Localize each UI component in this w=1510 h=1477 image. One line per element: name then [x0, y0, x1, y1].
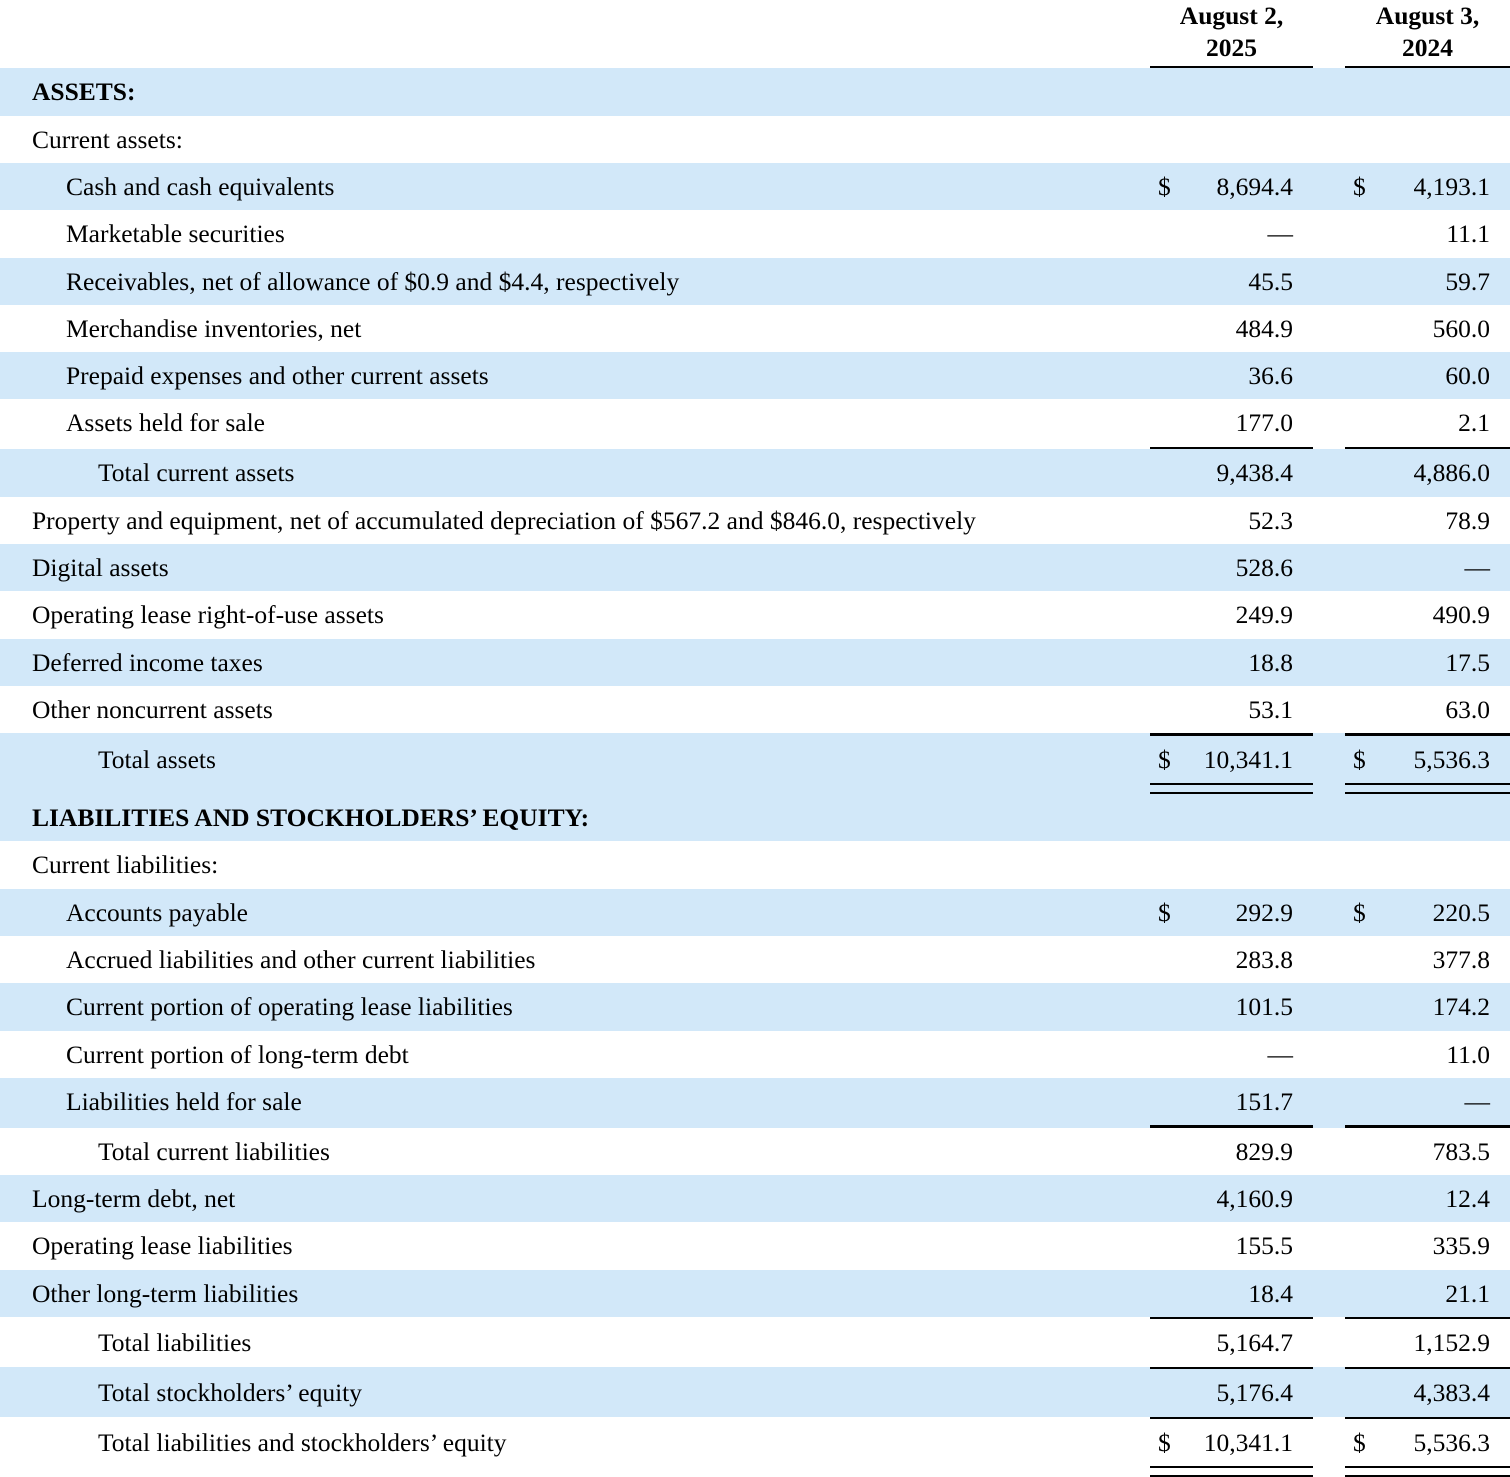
table-row: [0, 889, 1510, 936]
op-lease-liab-value-2025: 155.5: [1190, 1222, 1313, 1269]
total-equity-value-2025: 5,176.4: [1190, 1369, 1313, 1416]
rou-value-2024: 490.9: [1385, 591, 1510, 638]
table-row: [0, 686, 1510, 733]
ta-gap-2: [1313, 736, 1345, 783]
cl-val2: [1385, 841, 1510, 888]
row-label-property-and-equipment: Property and equipment, net of accumulated depreciation of $567.2 and $846.0, respectively: [0, 497, 1140, 544]
long-term-debt-value-2024: 12.4: [1385, 1175, 1510, 1222]
current-assets-heading-label: Current assets:: [0, 116, 1140, 163]
dit-gap-2: [1313, 639, 1345, 686]
row-label-total-liabilities: Total liabilities: [0, 1319, 1140, 1366]
table-row: [0, 258, 1510, 305]
gtd-rule-gap-1: [1140, 1466, 1150, 1477]
op-lease-liab-value-2024: 335.9: [1385, 1222, 1510, 1269]
ap-gap-1: [1140, 889, 1150, 936]
table-row: [0, 639, 1510, 686]
row-label-liabilities-held-for-sale: Liabilities held for sale: [0, 1078, 1140, 1125]
ms-cur1: [1150, 210, 1190, 257]
grand-total-double-rule-col2: [1345, 1466, 1510, 1477]
total-assets-value-2025: 10,341.1: [1190, 736, 1313, 783]
ah-cur1: [1150, 399, 1190, 446]
marketable-value-2024: 11.1: [1385, 210, 1510, 257]
tad-rule-gap-2: [1313, 783, 1345, 794]
assets-heading-cur1: [1150, 68, 1190, 115]
tad-rule-spacer: [0, 783, 1140, 794]
row-label-other-noncurrent-assets: Other noncurrent assets: [0, 686, 1140, 733]
table-row: [0, 1078, 1510, 1125]
assets-heading-val2: [1385, 68, 1510, 115]
cash-value-2024: 4,193.1: [1385, 163, 1510, 210]
oll-cur2: [1345, 1222, 1385, 1269]
table-row: [0, 1175, 1510, 1222]
ltd-gap-1: [1140, 1175, 1150, 1222]
te-gap-2: [1313, 1369, 1345, 1416]
assets-held-value-2025: 177.0: [1190, 399, 1313, 446]
le-cur1: [1150, 794, 1190, 841]
ca-gap-1: [1140, 116, 1150, 163]
total-assets-value-2024: 5,536.3: [1385, 736, 1510, 783]
grand-total-double-rule-row: [0, 1466, 1510, 1477]
le-cur2: [1345, 794, 1385, 841]
table-row: [0, 305, 1510, 352]
ca-val1: [1190, 116, 1313, 163]
cash-gap-2: [1313, 163, 1345, 210]
te-cur2: [1345, 1369, 1385, 1416]
row-label-prepaid-expenses: Prepaid expenses and other current assets: [0, 352, 1140, 399]
table-row: [0, 983, 1510, 1030]
row-label-operating-lease-liabilities: Operating lease liabilities: [0, 1222, 1140, 1269]
acc-cur1: [1150, 936, 1190, 983]
rou-cur1: [1150, 591, 1190, 638]
table-header-row: [0, 0, 1510, 66]
cash-currency-1: $: [1150, 163, 1190, 210]
cl-val1: [1190, 841, 1313, 888]
rc-cur1: [1150, 258, 1190, 305]
assets-heading-cur2: [1345, 68, 1385, 115]
ah-cur2: [1345, 399, 1385, 446]
table-row: [0, 497, 1510, 544]
table-row: [0, 1270, 1510, 1317]
total-assets-double-rule-col1: [1150, 783, 1313, 794]
tl-cur1: [1150, 1319, 1190, 1366]
section-heading-current-liabilities: [0, 841, 1510, 888]
rou-gap-2: [1313, 591, 1345, 638]
current-op-lease-value-2025: 101.5: [1190, 983, 1313, 1030]
digital-assets-value-2024: —: [1385, 544, 1510, 591]
rou-cur2: [1345, 591, 1385, 638]
ca-cur1: [1150, 116, 1190, 163]
header-col1-line1: August 2,: [1179, 1, 1284, 30]
other-noncurrent-value-2025: 53.1: [1190, 686, 1313, 733]
acc-gap-2: [1313, 936, 1345, 983]
row-label-total-stockholders-equity: Total stockholders’ equity: [0, 1369, 1140, 1416]
receivables-value-2024: 59.7: [1385, 258, 1510, 305]
column-header-august-3-2024: [1345, 0, 1510, 66]
lh-cur1: [1150, 1078, 1190, 1125]
row-label-current-portion-operating-lease: Current portion of operating lease liabilities: [0, 983, 1140, 1030]
ppe-gap-1: [1140, 497, 1150, 544]
tcl-gap-2: [1313, 1128, 1345, 1175]
oll-gap-2: [1313, 1222, 1345, 1269]
onc-cur2: [1345, 686, 1385, 733]
table-row-subtotal: [0, 1128, 1510, 1175]
dit-cur2: [1345, 639, 1385, 686]
ta-gap-1: [1140, 736, 1150, 783]
dit-cur1: [1150, 639, 1190, 686]
header-col1-line2: 2025: [1206, 32, 1257, 62]
column-header-august-2-2025: [1150, 0, 1313, 66]
row-label-other-long-term-liabilities: Other long-term liabilities: [0, 1270, 1140, 1317]
row-label-assets-held-for-sale: Assets held for sale: [0, 399, 1140, 446]
rc-cur2: [1345, 258, 1385, 305]
total-liabilities-value-2025: 5,164.7: [1190, 1319, 1313, 1366]
table-row: [0, 399, 1510, 446]
cash-value-2025: 8,694.4: [1190, 163, 1313, 210]
row-label-total-assets: Total assets: [0, 736, 1140, 783]
table-row: [0, 1031, 1510, 1078]
acc-gap-1: [1140, 936, 1150, 983]
tcl-cur2: [1345, 1128, 1385, 1175]
rc-gap-1: [1140, 258, 1150, 305]
le-gap-1: [1140, 794, 1150, 841]
col-cur2: [1345, 983, 1385, 1030]
ppe-gap-2: [1313, 497, 1345, 544]
pp-gap-1: [1140, 352, 1150, 399]
header-col2-line1: August 3,: [1375, 1, 1480, 30]
deferred-tax-value-2024: 17.5: [1385, 639, 1510, 686]
tca-gap-1: [1140, 449, 1150, 496]
oltl-gap-2: [1313, 1270, 1345, 1317]
ah-gap-2: [1313, 399, 1345, 446]
liabilities-heading-label: LIABILITIES AND STOCKHOLDERS’ EQUITY:: [0, 794, 1140, 841]
current-ltd-value-2024: 11.0: [1385, 1031, 1510, 1078]
tca-cur2: [1345, 449, 1385, 496]
gtd-rule-gap-2: [1313, 1466, 1345, 1477]
section-heading-current-assets: [0, 116, 1510, 163]
tcl-cur1: [1150, 1128, 1190, 1175]
inventories-value-2025: 484.9: [1190, 305, 1313, 352]
row-label-digital-assets: Digital assets: [0, 544, 1140, 591]
ppe-value-2025: 52.3: [1190, 497, 1313, 544]
table-row: [0, 936, 1510, 983]
grand-total-double-rule-col1: [1150, 1466, 1313, 1477]
digital-assets-value-2025: 528.6: [1190, 544, 1313, 591]
mi-gap-1: [1140, 305, 1150, 352]
total-liab-equity-value-2024: 5,536.3: [1385, 1419, 1510, 1466]
ca-val2: [1385, 116, 1510, 163]
assets-heading-val1: [1190, 68, 1313, 115]
section-heading-liabilities-equity: [0, 794, 1510, 841]
lh-cur2: [1345, 1078, 1385, 1125]
cl-cur2: [1345, 841, 1385, 888]
rc-gap-2: [1313, 258, 1345, 305]
header-gap-1: [1140, 0, 1150, 66]
gtd-rule-spacer: [0, 1466, 1140, 1477]
le-val2: [1385, 794, 1510, 841]
accounts-payable-value-2025: 292.9: [1190, 889, 1313, 936]
tle-gap-1: [1140, 1419, 1150, 1466]
current-ltd-value-2025: —: [1190, 1031, 1313, 1078]
te-cur1: [1150, 1369, 1190, 1416]
oltl-cur1: [1150, 1270, 1190, 1317]
oltl-cur2: [1345, 1270, 1385, 1317]
table-row-grand-total: [0, 1419, 1510, 1466]
tcl-gap-1: [1140, 1128, 1150, 1175]
cash-gap-1: [1140, 163, 1150, 210]
acc-cur2: [1345, 936, 1385, 983]
total-liab-equity-currency-2: $: [1345, 1419, 1385, 1466]
le-gap-2: [1313, 794, 1345, 841]
liabilities-held-value-2024: —: [1385, 1078, 1510, 1125]
ltd-cur1: [1150, 1175, 1190, 1222]
da-cur1: [1150, 544, 1190, 591]
pp-cur1: [1150, 352, 1190, 399]
row-label-merchandise-inventories: Merchandise inventories, net: [0, 305, 1140, 352]
accounts-payable-currency-2: $: [1345, 889, 1385, 936]
table-row-subtotal: [0, 449, 1510, 496]
header-label-spacer: [0, 0, 1140, 66]
tl-gap-1: [1140, 1319, 1150, 1366]
ap-gap-2: [1313, 889, 1345, 936]
le-val1: [1190, 794, 1313, 841]
table-row-total: [0, 1369, 1510, 1416]
current-op-lease-value-2024: 174.2: [1385, 983, 1510, 1030]
section-heading-assets: [0, 68, 1510, 115]
ppe-cur1: [1150, 497, 1190, 544]
row-label-deferred-income-taxes: Deferred income taxes: [0, 639, 1140, 686]
table-row: [0, 352, 1510, 399]
da-gap-2: [1313, 544, 1345, 591]
col-gap-1: [1140, 983, 1150, 1030]
liabilities-held-value-2025: 151.7: [1190, 1078, 1313, 1125]
row-label-total-current-assets: Total current assets: [0, 449, 1140, 496]
mi-cur2: [1345, 305, 1385, 352]
oll-cur1: [1150, 1222, 1190, 1269]
row-label-marketable-securities: Marketable securities: [0, 210, 1140, 257]
total-assets-currency-2: $: [1345, 736, 1385, 783]
cltd-cur2: [1345, 1031, 1385, 1078]
col-gap-2: [1313, 983, 1345, 1030]
row-label-accrued-liabilities: Accrued liabilities and other current liabilities: [0, 936, 1140, 983]
assets-heading-gap-1: [1140, 68, 1150, 115]
tl-gap-2: [1313, 1319, 1345, 1366]
tle-gap-2: [1313, 1419, 1345, 1466]
mi-gap-2: [1313, 305, 1345, 352]
total-current-liabilities-value-2025: 829.9: [1190, 1128, 1313, 1175]
da-cur2: [1345, 544, 1385, 591]
prepaid-value-2025: 36.6: [1190, 352, 1313, 399]
row-label-accounts-payable: Accounts payable: [0, 889, 1140, 936]
oll-gap-1: [1140, 1222, 1150, 1269]
other-lt-liab-value-2024: 21.1: [1385, 1270, 1510, 1317]
pp-gap-2: [1313, 352, 1345, 399]
total-current-assets-value-2024: 4,886.0: [1385, 449, 1510, 496]
row-label-current-portion-long-term-debt: Current portion of long-term debt: [0, 1031, 1140, 1078]
row-label-operating-lease-rou-assets: Operating lease right-of-use assets: [0, 591, 1140, 638]
onc-gap-1: [1140, 686, 1150, 733]
ca-gap-2: [1313, 116, 1345, 163]
table-row: [0, 163, 1510, 210]
cltd-cur1: [1150, 1031, 1190, 1078]
table-row: [0, 591, 1510, 638]
long-term-debt-value-2025: 4,160.9: [1190, 1175, 1313, 1222]
receivables-value-2025: 45.5: [1190, 258, 1313, 305]
mi-cur1: [1150, 305, 1190, 352]
col-cur1: [1150, 983, 1190, 1030]
total-assets-double-rule-row: [0, 783, 1510, 794]
total-current-assets-value-2025: 9,438.4: [1190, 449, 1313, 496]
accrued-value-2025: 283.8: [1190, 936, 1313, 983]
cl-cur1: [1150, 841, 1190, 888]
marketable-value-2025: —: [1190, 210, 1313, 257]
tad-rule-gap-1: [1140, 783, 1150, 794]
header-gap-2: [1313, 0, 1345, 66]
current-liabilities-heading-label: Current liabilities:: [0, 841, 1140, 888]
inventories-value-2024: 560.0: [1385, 305, 1510, 352]
ltd-cur2: [1345, 1175, 1385, 1222]
row-label-total-liabilities-and-stockholders-equity: Total liabilities and stockholders’ equity: [0, 1419, 1140, 1466]
row-label-long-term-debt-net: Long-term debt, net: [0, 1175, 1140, 1222]
table-row: [0, 1222, 1510, 1269]
cltd-gap-1: [1140, 1031, 1150, 1078]
table-row-total: [0, 736, 1510, 783]
other-lt-liab-value-2025: 18.4: [1190, 1270, 1313, 1317]
ppe-value-2024: 78.9: [1385, 497, 1510, 544]
total-liab-equity-currency-1: $: [1150, 1419, 1190, 1466]
total-liab-equity-value-2025: 10,341.1: [1190, 1419, 1313, 1466]
cash-currency-2: $: [1345, 163, 1385, 210]
cltd-gap-2: [1313, 1031, 1345, 1078]
table-row: [0, 544, 1510, 591]
other-noncurrent-value-2024: 63.0: [1385, 686, 1510, 733]
ltd-gap-2: [1313, 1175, 1345, 1222]
deferred-tax-value-2025: 18.8: [1190, 639, 1313, 686]
rou-gap-1: [1140, 591, 1150, 638]
table-row: [0, 210, 1510, 257]
row-label-cash-and-cash-equivalents: Cash and cash equivalents: [0, 163, 1140, 210]
oltl-gap-1: [1140, 1270, 1150, 1317]
ah-gap-1: [1140, 399, 1150, 446]
da-gap-1: [1140, 544, 1150, 591]
tca-cur1: [1150, 449, 1190, 496]
header-col2-line2: 2024: [1402, 32, 1454, 62]
ms-gap-2: [1313, 210, 1345, 257]
assets-held-value-2024: 2.1: [1385, 399, 1510, 446]
ms-cur2: [1345, 210, 1385, 257]
accrued-value-2024: 377.8: [1385, 936, 1510, 983]
te-gap-1: [1140, 1369, 1150, 1416]
lh-gap-1: [1140, 1078, 1150, 1125]
ppe-cur2: [1345, 497, 1385, 544]
rou-value-2025: 249.9: [1190, 591, 1313, 638]
onc-cur1: [1150, 686, 1190, 733]
onc-gap-2: [1313, 686, 1345, 733]
total-assets-currency-1: $: [1150, 736, 1190, 783]
lh-gap-2: [1313, 1078, 1345, 1125]
table-row-total: [0, 1319, 1510, 1366]
row-label-total-current-liabilities: Total current liabilities: [0, 1128, 1140, 1175]
tca-gap-2: [1313, 449, 1345, 496]
assets-heading-gap-2: [1313, 68, 1345, 115]
dit-gap-1: [1140, 639, 1150, 686]
ms-gap-1: [1140, 210, 1150, 257]
assets-heading-label: ASSETS:: [0, 68, 1140, 115]
total-assets-double-rule-col2: [1345, 783, 1510, 794]
cl-gap-2: [1313, 841, 1345, 888]
ca-cur2: [1345, 116, 1385, 163]
row-label-receivables: Receivables, net of allowance of $0.9 and $4.4, respectively: [0, 258, 1140, 305]
total-liabilities-value-2024: 1,152.9: [1385, 1319, 1510, 1366]
accounts-payable-value-2024: 220.5: [1385, 889, 1510, 936]
tl-cur2: [1345, 1319, 1385, 1366]
total-current-liabilities-value-2024: 783.5: [1385, 1128, 1510, 1175]
total-equity-value-2024: 4,383.4: [1385, 1369, 1510, 1416]
accounts-payable-currency-1: $: [1150, 889, 1190, 936]
cl-gap-1: [1140, 841, 1150, 888]
pp-cur2: [1345, 352, 1385, 399]
prepaid-value-2024: 60.0: [1385, 352, 1510, 399]
